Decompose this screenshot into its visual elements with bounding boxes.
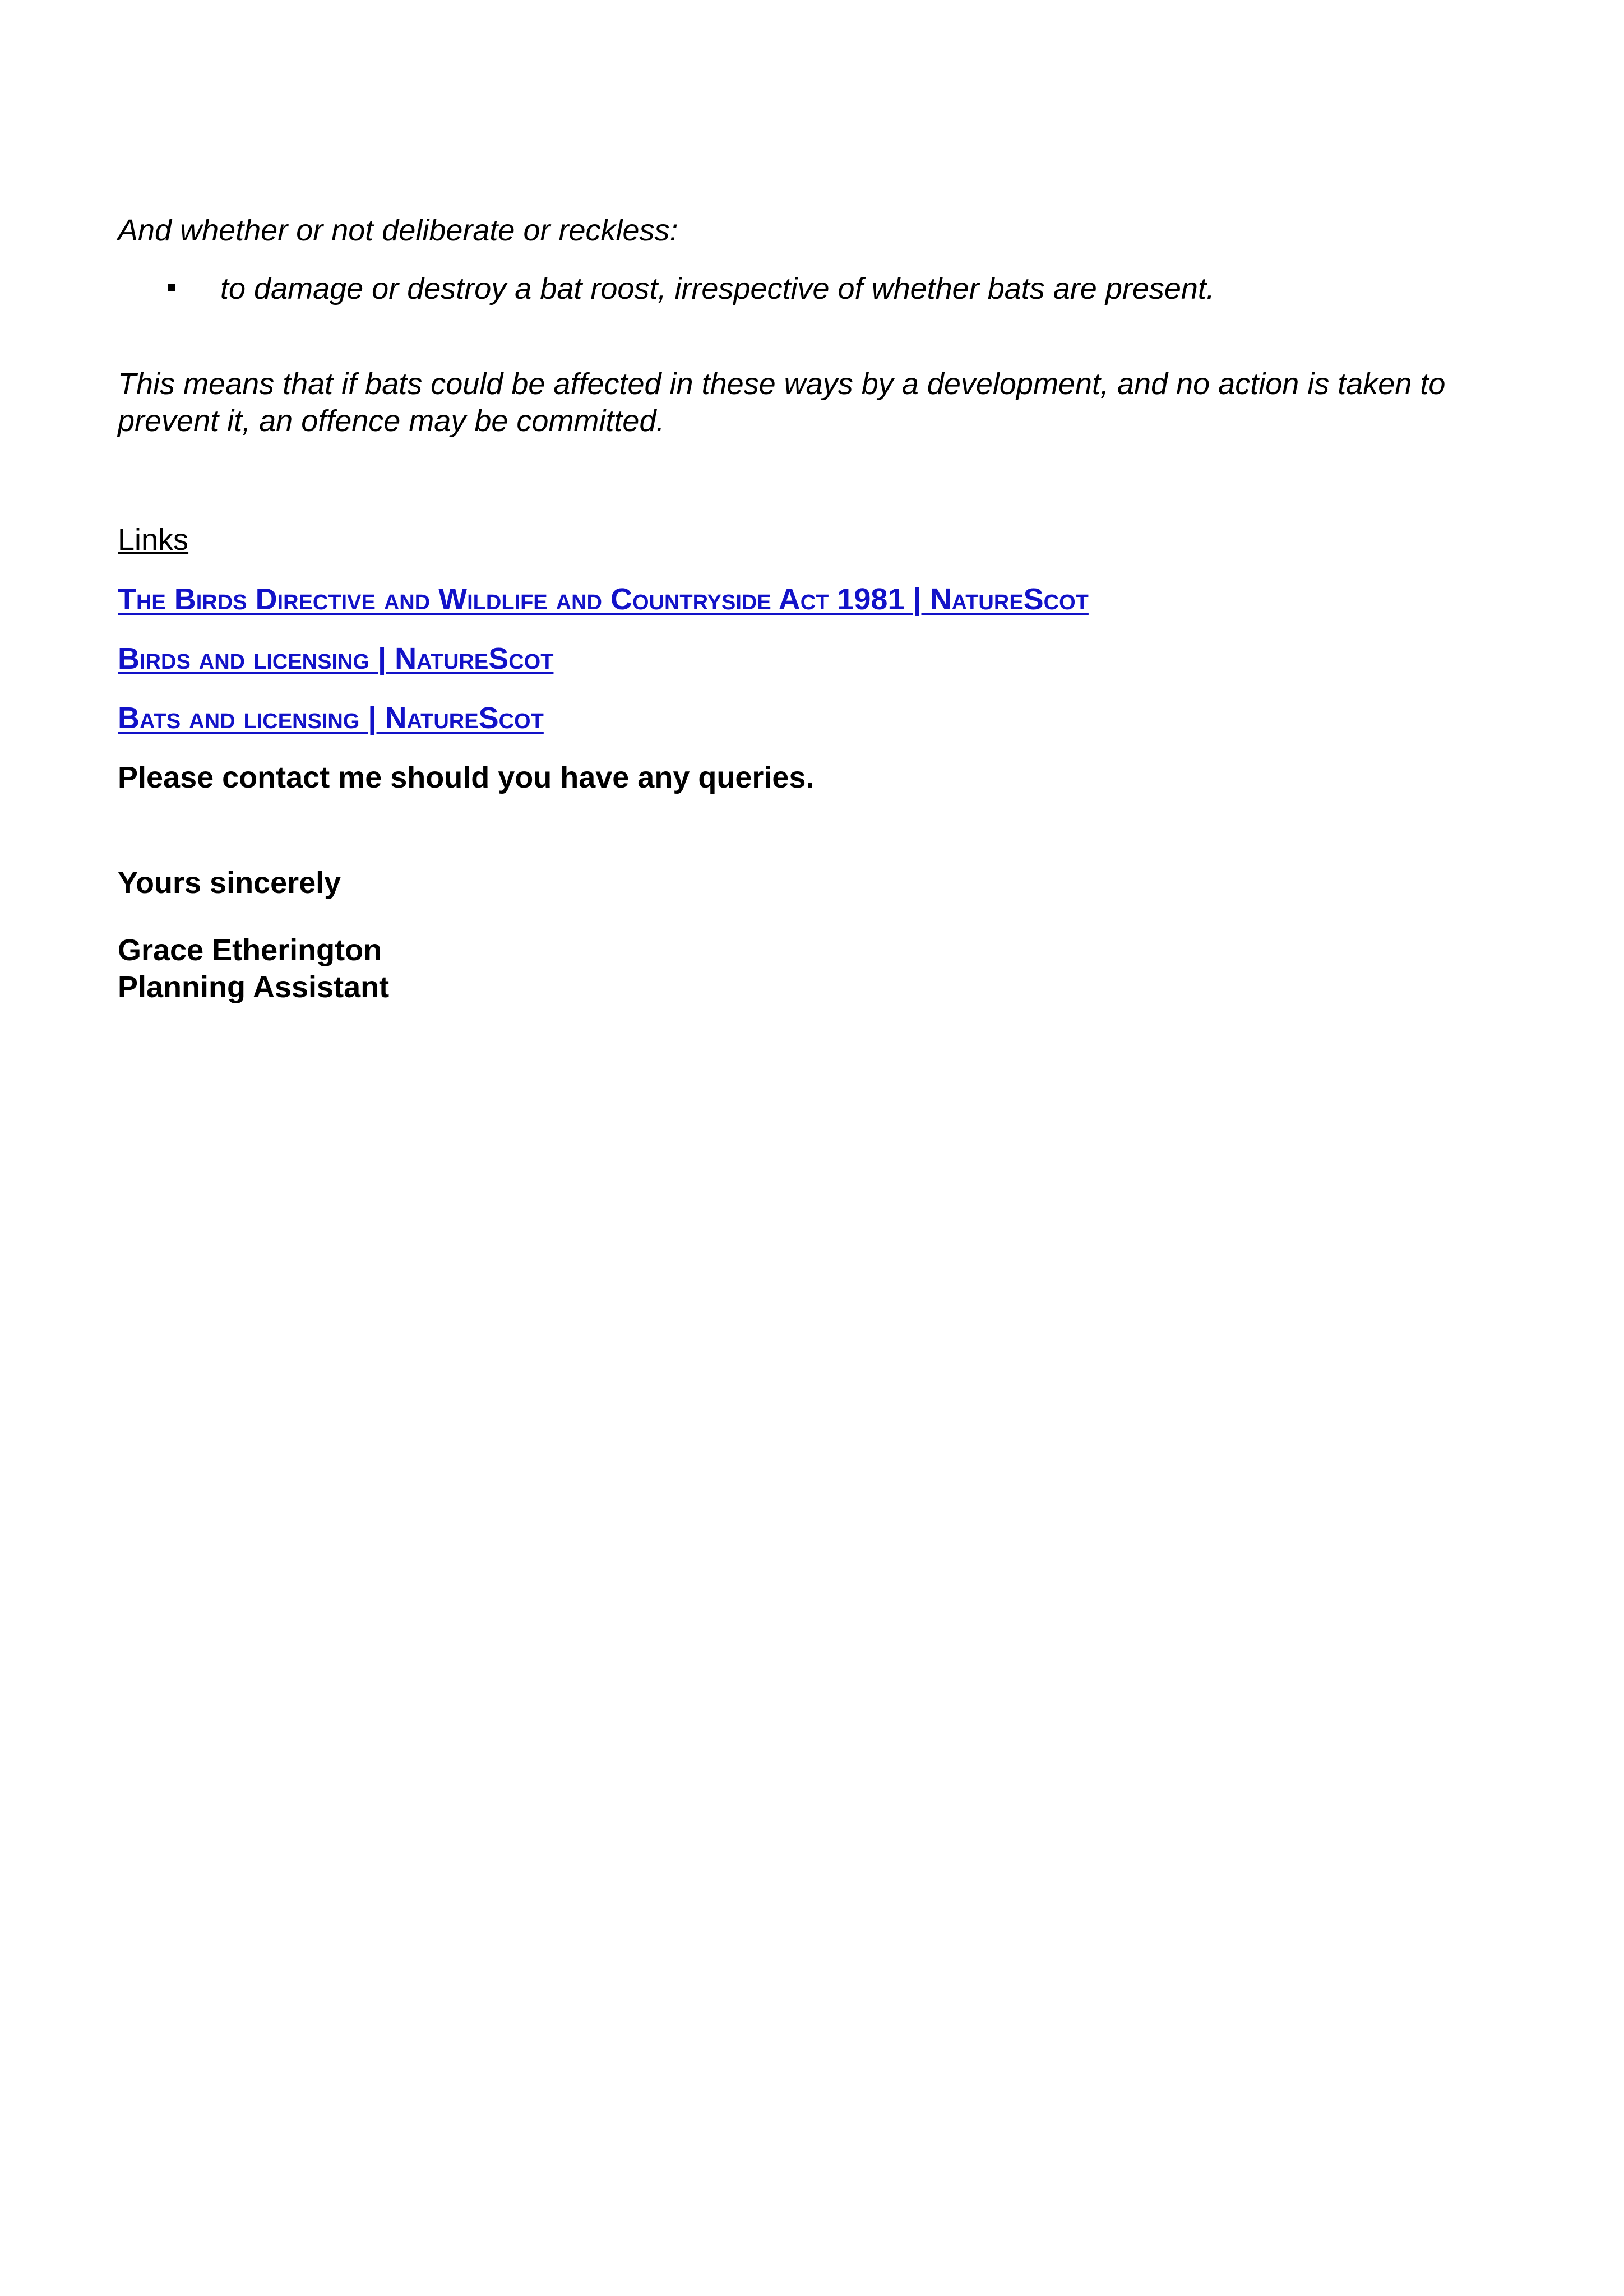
contact-line: Please contact me should you have any queries.	[118, 761, 815, 794]
link-birds-licensing[interactable]: Birds and licensing | NatureScot	[118, 642, 554, 675]
offence-paragraph: This means that if bats could be affected in these ways by a development, and no action is taken to prevent it, an offence may be committed.	[118, 367, 1446, 438]
bullet-item	[168, 270, 1508, 307]
link-birds-directive[interactable]: The Birds Directive and Wildlife and Countryside Act 1981 | NatureScot	[118, 582, 1089, 616]
letter-body	[118, 212, 1508, 1006]
square-bullet-icon	[168, 284, 175, 291]
bullet-text: to damage or destroy a bat roost, irrespective of whether bats are present.	[220, 272, 1215, 305]
signatory-role: Planning Assistant	[118, 970, 390, 1004]
signatory-name: Grace Etherington	[118, 933, 382, 967]
signoff: Yours sincerely	[118, 866, 341, 900]
link-bats-licensing[interactable]: Bats and licensing | NatureScot	[118, 701, 544, 735]
intro-paragraph: And whether or not deliberate or reckless:	[118, 214, 678, 247]
links-heading: Links	[118, 523, 189, 557]
